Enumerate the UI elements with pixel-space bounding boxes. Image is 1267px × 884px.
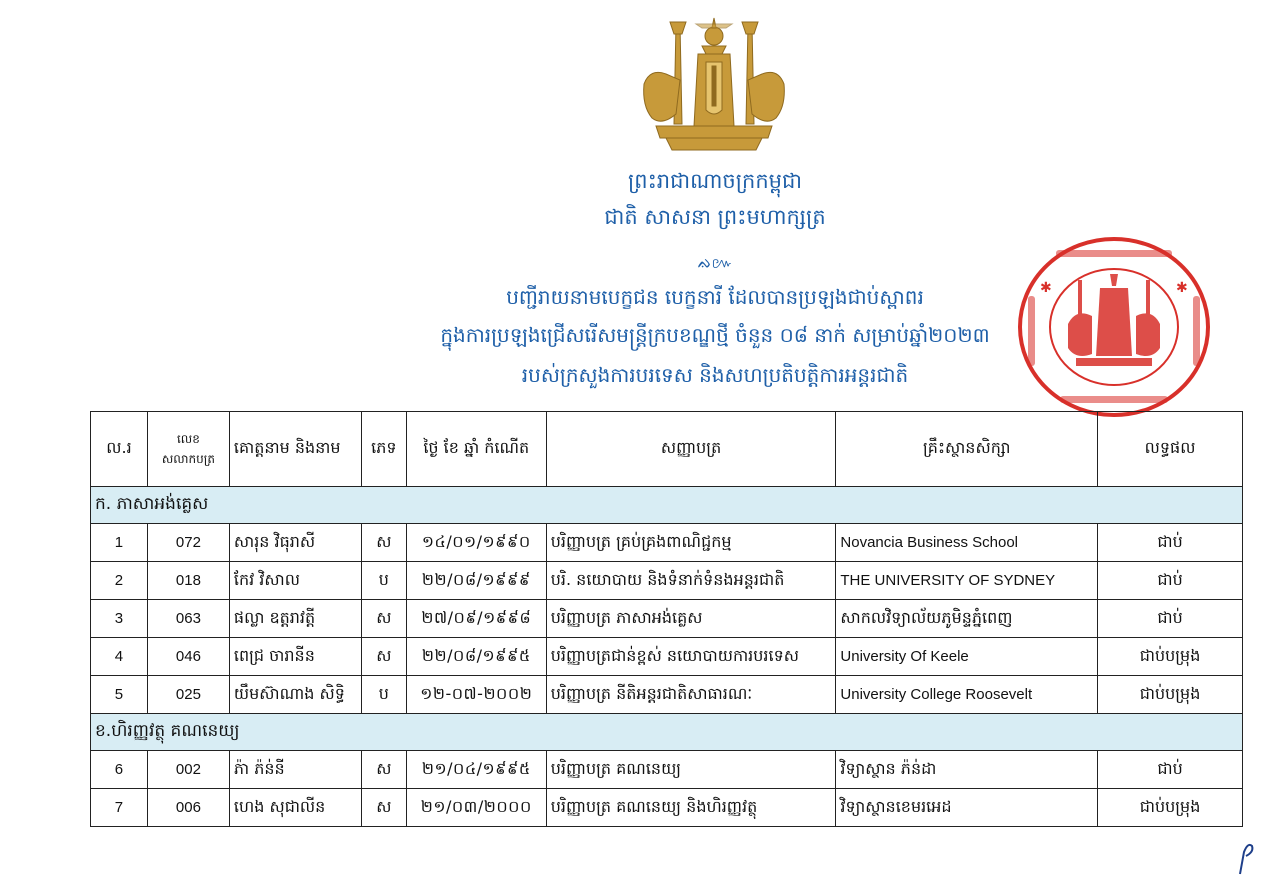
table-row xyxy=(91,751,1243,789)
cell-degree: បរិញ្ញាបត្រ ភាសាអង់គ្លេស xyxy=(546,600,836,638)
cell-sex: ប xyxy=(361,562,406,600)
cell-result: ជាប់ xyxy=(1098,751,1243,789)
header-exam-number-line1: លេខ xyxy=(177,432,200,446)
cell-name: យឹមស៊ាណាង សិទ្ធិ xyxy=(229,676,361,714)
table-row xyxy=(91,789,1243,827)
cell-no: 4 xyxy=(91,638,148,676)
header-dob: ថ្ងៃ ខែ ឆ្នាំ កំណើត xyxy=(406,412,546,487)
cell-dob: ២១/០៤/១៩៩៥ xyxy=(406,751,546,789)
cell-degree: បរិញ្ញាបត្រ គ្រប់គ្រងពាណិជ្ជកម្ម xyxy=(546,524,836,562)
table-row xyxy=(91,562,1243,600)
cell-result: ជាប់បម្រុង xyxy=(1098,676,1243,714)
cell-no: 5 xyxy=(91,676,148,714)
royal-coat-of-arms-emblem xyxy=(636,14,792,162)
section-title: ក. ភាសាអង់គ្លេស xyxy=(91,487,1243,524)
cell-exam-number: 018 xyxy=(147,562,229,600)
cell-dob: ២២/០៨/១៩៩៩ xyxy=(406,562,546,600)
cell-exam-number: 046 xyxy=(147,638,229,676)
cell-no: 3 xyxy=(91,600,148,638)
header-exam-number xyxy=(147,412,229,487)
cell-degree: បរិញ្ញាបត្រជាន់ខ្ពស់ នយោបាយការបរទេស xyxy=(546,638,836,676)
cell-institution: វិទ្យាស្ថានខេមរអេដ xyxy=(836,789,1098,827)
table-row xyxy=(91,524,1243,562)
document-title-line3: របស់ក្រសួងការបរទេស និងសហប្រតិបត្តិការអន្តរជាតិ xyxy=(521,363,909,387)
cell-dob: ១២-០៧-២០០២ xyxy=(406,676,546,714)
cell-result: ជាប់ xyxy=(1098,562,1243,600)
cell-sex: ប xyxy=(361,676,406,714)
cell-dob: ១៤/០១/១៩៩០ xyxy=(406,524,546,562)
svg-text:✱: ✱ xyxy=(1176,280,1188,296)
cell-dob: ២៧/០៩/១៩៩៨ xyxy=(406,600,546,638)
header-name: គោត្តនាម និងនាម xyxy=(229,412,361,487)
kingdom-title: ព្រះរាជាណាចក្រកម្ពុជា xyxy=(627,169,802,193)
cell-exam-number: 002 xyxy=(147,751,229,789)
cell-exam-number: 006 xyxy=(147,789,229,827)
cell-no: 6 xyxy=(91,751,148,789)
document-title-line2: ក្នុងការប្រឡងជ្រើសរើសមន្ត្រីក្របខណ្ឌថ្មី ចំនួន ០៨ នាក់ សម្រាប់ឆ្នាំ២០២៣ xyxy=(440,323,990,347)
cell-degree: បរិញ្ញាបត្រ នីតិអន្តរជាតិសាធារណៈ xyxy=(546,676,836,714)
cell-dob: ២១/០៣/២០០០ xyxy=(406,789,546,827)
cell-exam-number: 072 xyxy=(147,524,229,562)
cell-no: 7 xyxy=(91,789,148,827)
cell-no: 1 xyxy=(91,524,148,562)
section-row-finance-accounting xyxy=(91,714,1243,751)
cell-sex: ស xyxy=(361,600,406,638)
cell-result: ជាប់បម្រុង xyxy=(1098,638,1243,676)
pen-mark-icon xyxy=(1236,832,1258,876)
cell-institution: THE UNIVERSITY OF SYDNEY xyxy=(836,562,1098,600)
header-result: លទ្ធផល xyxy=(1098,412,1243,487)
cell-name: ភ៉ា ភ៉ន់នី xyxy=(229,751,361,789)
cell-name: ផល្លា ឧត្តរាវត្តី xyxy=(229,600,361,638)
results-table xyxy=(90,411,1243,827)
section-row-english xyxy=(91,487,1243,524)
cell-degree: បរិញ្ញាបត្រ គណនេយ្យ xyxy=(546,751,836,789)
section-title: ខ.ហិរញ្ញវត្ថុ គណនេយ្យ xyxy=(91,714,1243,751)
header-no: ល.រ xyxy=(91,412,148,487)
cell-result: ជាប់បម្រុង xyxy=(1098,789,1243,827)
cell-no: 2 xyxy=(91,562,148,600)
cell-name: ហេង សុជាលីន xyxy=(229,789,361,827)
cell-institution: វិទ្យាស្ថាន ភ៉ន់ដា xyxy=(836,751,1098,789)
table-row xyxy=(91,676,1243,714)
header-exam-number-line2: សលាកបត្រ xyxy=(161,452,215,466)
header-degree: សញ្ញាបត្រ xyxy=(546,412,836,487)
official-red-seal xyxy=(1016,236,1212,418)
svg-text:✱: ✱ xyxy=(1040,280,1052,296)
cell-sex: ស xyxy=(361,524,406,562)
document-title-line1: បញ្ជីរាយនាមបេក្ខជន បេក្ខនារី ដែលបានប្រឡងជាប់ស្ពាពរ xyxy=(506,285,924,309)
cell-sex: ស xyxy=(361,789,406,827)
header-institution: គ្រឹះស្ថានសិក្សា xyxy=(836,412,1098,487)
cell-institution: Novancia Business School xyxy=(836,524,1098,562)
table-row xyxy=(91,638,1243,676)
cell-dob: ២២/០៨/១៩៩៥ xyxy=(406,638,546,676)
header-sex: ភេទ xyxy=(361,412,406,487)
table-row xyxy=(91,600,1243,638)
cell-name: ពេជ្រ ចារានីន xyxy=(229,638,361,676)
cell-name: កែវ វិសាល xyxy=(229,562,361,600)
cell-institution: University Of Keele xyxy=(836,638,1098,676)
cell-degree: បរិ. នយោបាយ និងទំនាក់ទំនងអន្តរជាតិ xyxy=(546,562,836,600)
cell-sex: ស xyxy=(361,638,406,676)
cell-exam-number: 063 xyxy=(147,600,229,638)
cell-institution: សាកលវិទ្យាល័យភូមិន្ទភ្នំពេញ xyxy=(836,600,1098,638)
cell-sex: ស xyxy=(361,751,406,789)
cell-result: ជាប់ xyxy=(1098,524,1243,562)
cell-degree: បរិញ្ញាបត្រ គណនេយ្យ និងហិរញ្ញវត្ថុ xyxy=(546,789,836,827)
national-motto: ជាតិ សាសនា ព្រះមហាក្សត្រ xyxy=(604,205,826,229)
table-header-row xyxy=(91,412,1243,487)
ornament-divider: ᨁ៚ xyxy=(697,254,733,272)
cell-result: ជាប់ xyxy=(1098,600,1243,638)
cell-institution: University College Roosevelt xyxy=(836,676,1098,714)
cell-name: សារុន វិធុរាសី xyxy=(229,524,361,562)
cell-exam-number: 025 xyxy=(147,676,229,714)
